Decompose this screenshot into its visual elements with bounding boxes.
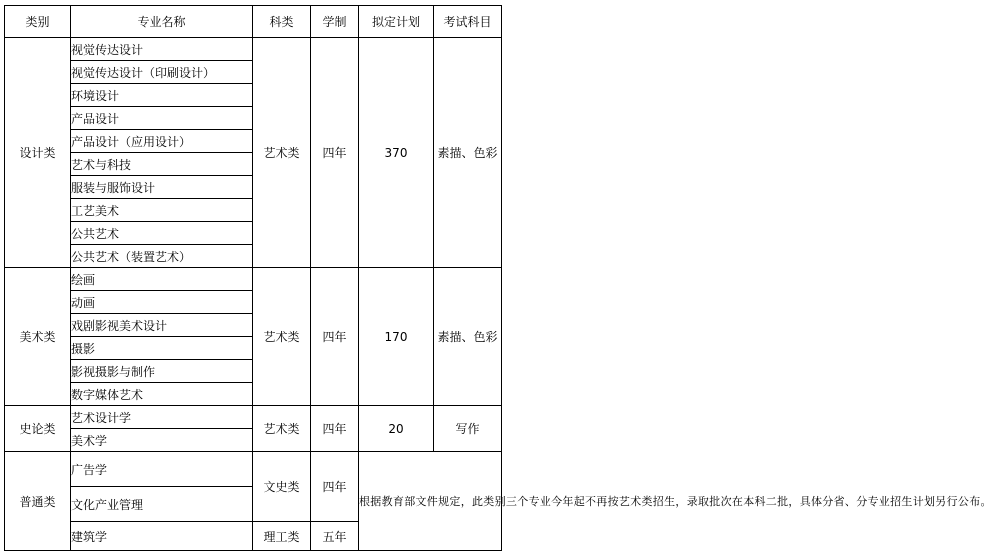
exam-cell: 素描、色彩	[434, 38, 502, 268]
subject-type-cell: 艺术类	[253, 38, 311, 268]
major-cell: 戏剧影视美术设计	[71, 314, 253, 337]
major-cell: 摄影	[71, 337, 253, 360]
major-cell: 环境设计	[71, 84, 253, 107]
major-cell: 建筑学	[71, 522, 253, 551]
admission-note: 根据教育部文件规定，此类别三个专业今年起不再按艺术类招生，录取批次在本科二批，具体分省、分专业招生计划另行公布。	[359, 452, 502, 551]
table-row	[5, 268, 502, 291]
subject-type-cell: 艺术类	[253, 268, 311, 406]
subject-type-cell: 文史类	[253, 452, 311, 522]
major-cell: 文化产业管理	[71, 487, 253, 522]
major-cell: 视觉传达设计	[71, 38, 253, 61]
major-cell: 服装与服饰设计	[71, 176, 253, 199]
admission-plan-table	[4, 5, 992, 551]
major-cell: 数字媒体艺术	[71, 383, 253, 406]
header-subject-type: 科类	[253, 6, 311, 38]
duration-cell: 四年	[311, 452, 359, 522]
category-cell: 史论类	[5, 406, 71, 452]
duration-cell: 五年	[311, 522, 359, 551]
major-cell: 工艺美术	[71, 199, 253, 222]
exam-cell: 素描、色彩	[434, 268, 502, 406]
category-cell: 设计类	[5, 38, 71, 268]
duration-cell: 四年	[311, 406, 359, 452]
duration-cell: 四年	[311, 38, 359, 268]
table-row	[5, 38, 502, 61]
header-plan: 拟定计划	[359, 6, 434, 38]
header-exam: 考试科目	[434, 6, 502, 38]
major-cell: 产品设计	[71, 107, 253, 130]
major-cell: 绘画	[71, 268, 253, 291]
header-major-name: 专业名称	[71, 6, 253, 38]
major-cell: 公共艺术（装置艺术）	[71, 245, 253, 268]
plan-cell: 170	[359, 268, 434, 406]
category-cell: 美术类	[5, 268, 71, 406]
table-row	[5, 452, 502, 487]
header-category: 类别	[5, 6, 71, 38]
major-cell: 艺术与科技	[71, 153, 253, 176]
subject-type-cell: 艺术类	[253, 406, 311, 452]
major-cell: 产品设计（应用设计）	[71, 130, 253, 153]
subject-type-cell: 理工类	[253, 522, 311, 551]
table-row	[5, 406, 502, 429]
plan-cell: 370	[359, 38, 434, 268]
major-cell: 公共艺术	[71, 222, 253, 245]
category-cell: 普通类	[5, 452, 71, 551]
header-duration: 学制	[311, 6, 359, 38]
header-row	[5, 6, 502, 38]
duration-cell: 四年	[311, 268, 359, 406]
major-cell: 美术学	[71, 429, 253, 452]
major-cell: 影视摄影与制作	[71, 360, 253, 383]
major-cell: 艺术设计学	[71, 406, 253, 429]
plan-cell: 20	[359, 406, 434, 452]
exam-cell: 写作	[434, 406, 502, 452]
major-cell: 广告学	[71, 452, 253, 487]
major-cell: 视觉传达设计（印刷设计）	[71, 61, 253, 84]
major-cell: 动画	[71, 291, 253, 314]
